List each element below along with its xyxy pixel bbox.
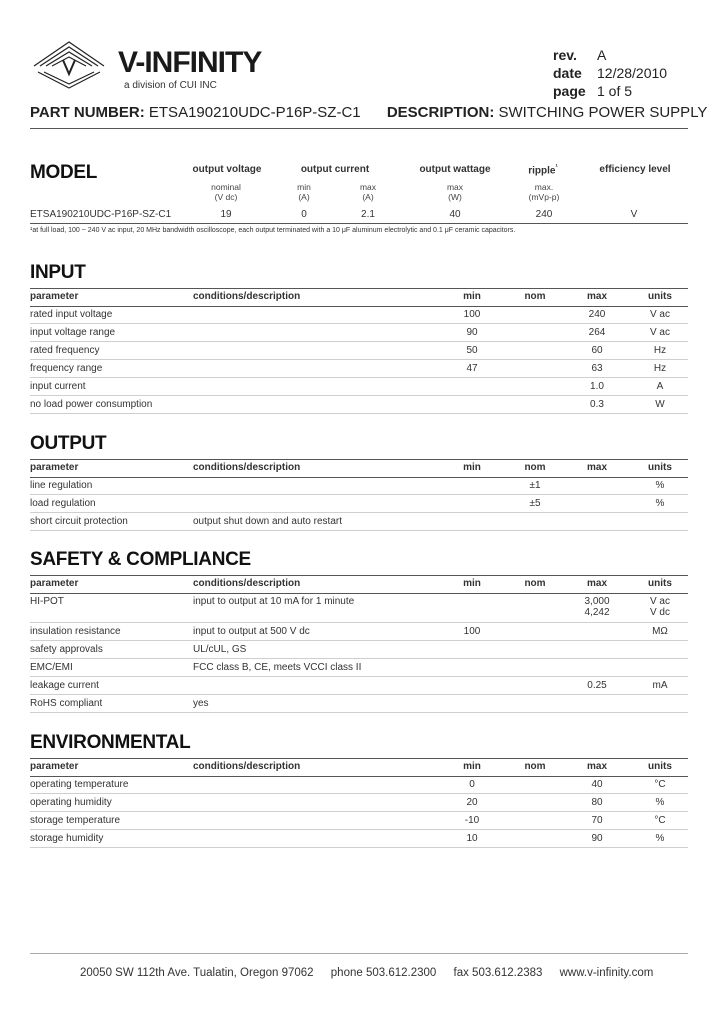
row-divider	[30, 622, 688, 623]
row-min: 100	[463, 309, 481, 320]
row-max: 240	[588, 309, 606, 320]
output-title: OUTPUT	[30, 433, 107, 454]
col-conditions: conditions/description	[193, 462, 301, 473]
revision-block	[553, 46, 667, 100]
row-parameter: storage humidity	[30, 833, 104, 844]
footer-fax: fax 503.612.2383	[453, 967, 543, 979]
sub-watt-b: (W)	[448, 192, 462, 202]
row-min: 50	[466, 345, 478, 356]
model-row-current-max: 2.1	[361, 209, 375, 220]
row-parameter: line regulation	[30, 480, 93, 491]
divider	[30, 477, 688, 478]
row-conditions: FCC class B, CE, meets VCCI class II	[193, 662, 362, 673]
row-conditions: input to output at 10 mA for 1 minute	[193, 596, 355, 607]
row-divider	[30, 712, 688, 713]
row-max: 80	[591, 797, 603, 808]
sub-ripple-a: max.	[534, 182, 554, 192]
row-units: V ac	[649, 327, 670, 338]
row-parameter: input voltage range	[30, 327, 116, 338]
col-nom: nom	[524, 462, 546, 473]
row-units: %	[655, 797, 665, 808]
row-divider	[30, 494, 688, 495]
row-parameter: short circuit protection	[30, 516, 128, 527]
col-units: units	[648, 291, 672, 302]
divider	[30, 776, 688, 777]
row-divider	[30, 640, 688, 641]
model-col-output-voltage: output voltage	[192, 164, 262, 175]
row-units: °C	[654, 779, 666, 790]
row-max: 0.25	[587, 680, 607, 691]
row-divider	[30, 811, 688, 812]
sub-voltage	[196, 182, 256, 202]
model-row-ripple: 240	[535, 209, 553, 220]
row-max: 63	[591, 363, 603, 374]
row-divider	[30, 323, 688, 324]
footer-divider	[30, 953, 688, 954]
divider	[30, 593, 688, 594]
row-parameter: input current	[30, 381, 86, 392]
row-min: -10	[464, 815, 480, 826]
environmental-title: ENVIRONMENTAL	[30, 732, 191, 753]
sub-voltage-a: nominal	[211, 182, 241, 192]
col-parameter: parameter	[30, 462, 79, 473]
date-value: 12/28/2010	[597, 65, 668, 81]
col-conditions: conditions/description	[193, 578, 301, 589]
row-max-secondary: 4,242	[584, 607, 610, 618]
col-conditions: conditions/description	[193, 761, 301, 772]
row-units: Hz	[653, 363, 667, 374]
model-row-current-min: 0	[301, 209, 307, 220]
col-min: min	[463, 291, 481, 302]
divider	[30, 459, 688, 460]
row-parameter: rated input voltage	[30, 309, 113, 320]
sub-ripple	[516, 182, 572, 202]
row-nom: ±5	[529, 498, 541, 509]
model-row-efficiency: V	[630, 209, 638, 220]
col-nom: nom	[524, 291, 546, 302]
row-nom: ±1	[529, 480, 541, 491]
model-row-wattage: 40	[449, 209, 461, 220]
sub-cmax-a: max	[359, 182, 377, 192]
row-min: 20	[466, 797, 478, 808]
divider	[30, 575, 688, 576]
row-units: %	[655, 498, 665, 509]
v-infinity-logo-icon	[30, 38, 108, 90]
sub-current-min	[286, 182, 322, 202]
page-value: 1 of 5	[597, 83, 633, 99]
row-units: V ac	[649, 309, 670, 320]
divider	[30, 306, 688, 307]
row-parameter: no load power consumption	[30, 399, 153, 410]
col-parameter: parameter	[30, 291, 79, 302]
row-divider	[30, 694, 688, 695]
row-units: V ac	[649, 596, 670, 607]
col-max: max	[586, 578, 607, 589]
model-row-name: ETSA190210UDC-P16P-SZ-C1	[30, 209, 172, 220]
row-divider	[30, 341, 688, 342]
brand-division: a division of CUI INC	[124, 80, 217, 91]
row-min: 10	[466, 833, 478, 844]
row-divider	[30, 847, 688, 848]
rev-label: rev.	[553, 47, 577, 63]
footer-phone: phone 503.612.2300	[330, 967, 437, 979]
sub-wattage	[437, 182, 473, 202]
row-divider	[30, 829, 688, 830]
sub-ripple-b: (mVp-p)	[528, 192, 560, 202]
col-min: min	[463, 761, 481, 772]
col-min: min	[463, 578, 481, 589]
row-units: MΩ	[652, 626, 668, 637]
ripple-footnote-mark: ¹	[555, 164, 558, 171]
brand-name: V-INFINITY	[118, 46, 262, 79]
row-min: 100	[463, 626, 481, 637]
row-units-secondary: V dc	[649, 607, 670, 618]
row-units: °C	[654, 815, 666, 826]
row-min: 0	[469, 779, 475, 790]
row-parameter: operating temperature	[30, 779, 129, 790]
row-divider	[30, 658, 688, 659]
sub-cmin-a: min	[297, 182, 311, 192]
row-divider	[30, 676, 688, 677]
col-parameter: parameter	[30, 578, 79, 589]
model-col-efficiency: efficiency level	[599, 164, 671, 175]
row-max: 70	[591, 815, 603, 826]
row-parameter: leakage current	[30, 680, 99, 691]
row-units: Hz	[653, 345, 667, 356]
row-divider	[30, 413, 688, 414]
divider	[30, 223, 688, 224]
rev-value: A	[597, 47, 607, 63]
row-max: 3,000	[584, 596, 610, 607]
footer-web[interactable]: www.v-infinity.com	[559, 967, 654, 979]
safety-title: SAFETY & COMPLIANCE	[30, 549, 251, 570]
footer	[80, 967, 667, 979]
row-conditions: input to output at 500 V dc	[193, 626, 310, 637]
sub-cmax-b: (A)	[362, 192, 374, 202]
sub-watt-a: max	[446, 182, 464, 192]
row-conditions: yes	[193, 698, 209, 709]
col-nom: nom	[524, 578, 546, 589]
row-conditions: UL/cUL, GS	[193, 644, 247, 655]
row-max: 1.0	[590, 381, 604, 392]
col-units: units	[648, 578, 672, 589]
col-min: min	[463, 462, 481, 473]
model-col-output-wattage: output wattage	[419, 164, 491, 175]
description-label: DESCRIPTION:	[386, 104, 495, 121]
col-parameter: parameter	[30, 761, 79, 772]
col-max: max	[586, 291, 607, 302]
model-col-output-current: output current	[300, 164, 370, 175]
footer-address: 20050 SW 112th Ave. Tualatin, Oregon 97062	[80, 967, 314, 979]
col-units: units	[648, 462, 672, 473]
row-max: 90	[591, 833, 603, 844]
row-divider	[30, 359, 688, 360]
row-units: A	[656, 381, 664, 392]
page-label: page	[553, 83, 586, 99]
model-footnote: ¹at full load, 100 ~ 240 V ac input, 20 MHz bandwidth oscilloscope, each output terminated with a 10 μF aluminum electrolytic and 0.1 μF ceramic capacitors.	[30, 227, 516, 234]
row-parameter: rated frequency	[30, 345, 100, 356]
model-col-ripple	[518, 164, 568, 176]
row-divider	[30, 512, 688, 513]
col-max: max	[586, 462, 607, 473]
col-max: max	[586, 761, 607, 772]
row-parameter: insulation resistance	[30, 626, 121, 637]
input-title: INPUT	[30, 262, 86, 283]
sub-current-max	[350, 182, 386, 202]
description-value: SWITCHING POWER SUPPLY	[498, 104, 708, 121]
row-parameter: operating humidity	[30, 797, 112, 808]
part-number-label: PART NUMBER:	[30, 104, 145, 121]
col-conditions: conditions/description	[193, 291, 301, 302]
row-units: W	[655, 399, 665, 410]
row-parameter: RoHS compliant	[30, 698, 103, 709]
row-max: 0.3	[590, 399, 604, 410]
row-parameter: safety approvals	[30, 644, 103, 655]
divider	[30, 288, 688, 289]
row-conditions: output shut down and auto restart	[193, 516, 342, 527]
row-parameter: HI-POT	[30, 596, 64, 607]
row-divider	[30, 530, 688, 531]
date-label: date	[553, 65, 582, 81]
row-divider	[30, 395, 688, 396]
col-units: units	[648, 761, 672, 772]
row-max: 40	[591, 779, 603, 790]
row-parameter: load regulation	[30, 498, 96, 509]
row-parameter: frequency range	[30, 363, 103, 374]
sub-voltage-b: (V dc)	[214, 192, 238, 202]
model-row-voltage: 19	[220, 209, 232, 220]
row-divider	[30, 377, 688, 378]
part-number-line	[30, 104, 707, 121]
sub-cmin-b: (A)	[298, 192, 310, 202]
row-parameter: EMC/EMI	[30, 662, 73, 673]
row-divider	[30, 793, 688, 794]
col-nom: nom	[524, 761, 546, 772]
row-min: 90	[466, 327, 478, 338]
row-max: 60	[591, 345, 603, 356]
row-units: mA	[652, 680, 668, 691]
row-units: %	[655, 480, 665, 491]
divider	[30, 758, 688, 759]
part-number-value: ETSA190210UDC-P16P-SZ-C1	[148, 104, 361, 121]
row-parameter: storage temperature	[30, 815, 121, 826]
model-title: MODEL	[30, 162, 98, 183]
divider	[30, 128, 688, 129]
row-units: %	[655, 833, 665, 844]
row-min: 47	[466, 363, 478, 374]
row-max: 264	[588, 327, 606, 338]
ripple-label: ripple	[528, 165, 556, 177]
